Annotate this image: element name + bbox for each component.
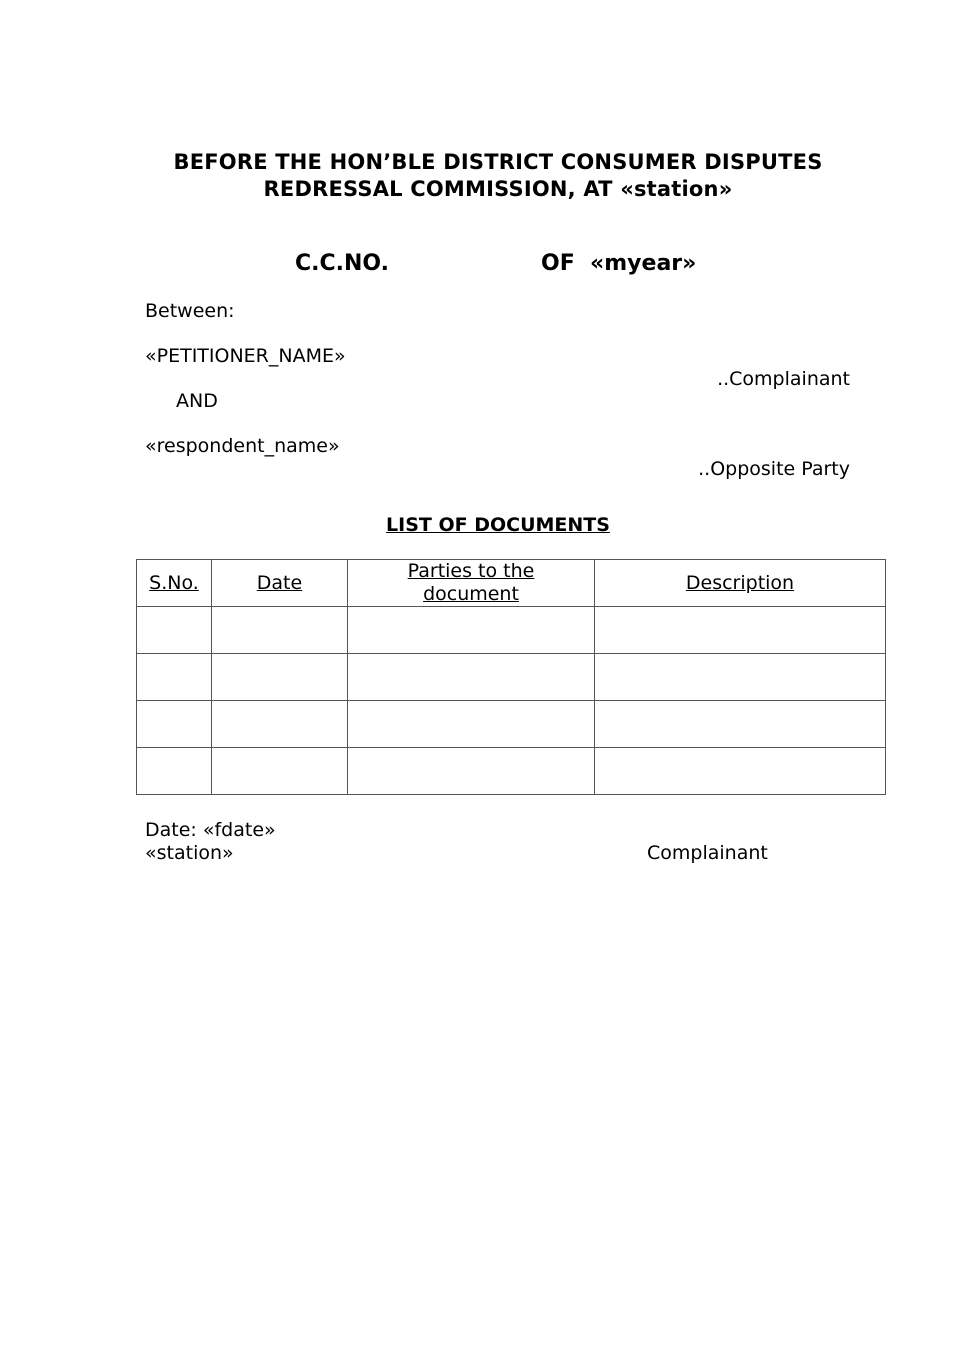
table-cell xyxy=(348,654,595,701)
table-row xyxy=(137,701,886,748)
table-row xyxy=(137,748,886,795)
column-header-date: Date xyxy=(212,560,348,607)
table-cell xyxy=(348,748,595,795)
table-cell xyxy=(595,701,886,748)
table-cell xyxy=(137,701,212,748)
court-heading-line-2: REDRESSAL COMMISSION, AT «station» xyxy=(263,177,733,201)
footer-station: «station» xyxy=(145,842,234,864)
column-header-parties: Parties to the document xyxy=(348,560,595,607)
table-cell xyxy=(348,701,595,748)
table-cell xyxy=(137,607,212,654)
column-header-description: Description xyxy=(595,560,886,607)
court-heading-line-1: BEFORE THE HON’BLE DISTRICT CONSUMER DISPUTES xyxy=(173,150,823,174)
column-header-sno: S.No. xyxy=(137,560,212,607)
respondent-name: «respondent_name» xyxy=(145,435,340,457)
table-cell xyxy=(348,607,595,654)
table-row xyxy=(137,654,886,701)
table-cell xyxy=(595,654,886,701)
table-header-row xyxy=(137,560,886,607)
table-cell xyxy=(212,748,348,795)
between-label: Between: xyxy=(145,300,235,322)
table-cell xyxy=(137,748,212,795)
case-year-label: OF «myear» xyxy=(541,251,697,276)
documents-table xyxy=(136,559,886,795)
list-of-documents-title: LIST OF DOCUMENTS xyxy=(386,514,610,536)
table-cell xyxy=(595,748,886,795)
petitioner-name: «PETITIONER_NAME» xyxy=(145,345,346,367)
opposite-party-role: ..Opposite Party xyxy=(698,458,850,480)
and-label: AND xyxy=(176,390,218,412)
table-cell xyxy=(212,607,348,654)
table-cell xyxy=(212,701,348,748)
table-row xyxy=(137,607,886,654)
table-cell xyxy=(595,607,886,654)
footer-date: Date: «fdate» xyxy=(145,819,276,841)
table-cell xyxy=(212,654,348,701)
complainant-role: ..Complainant xyxy=(717,368,850,390)
table-cell xyxy=(137,654,212,701)
case-number-label: C.C.NO. xyxy=(295,251,389,276)
footer-signatory: Complainant xyxy=(647,842,768,864)
